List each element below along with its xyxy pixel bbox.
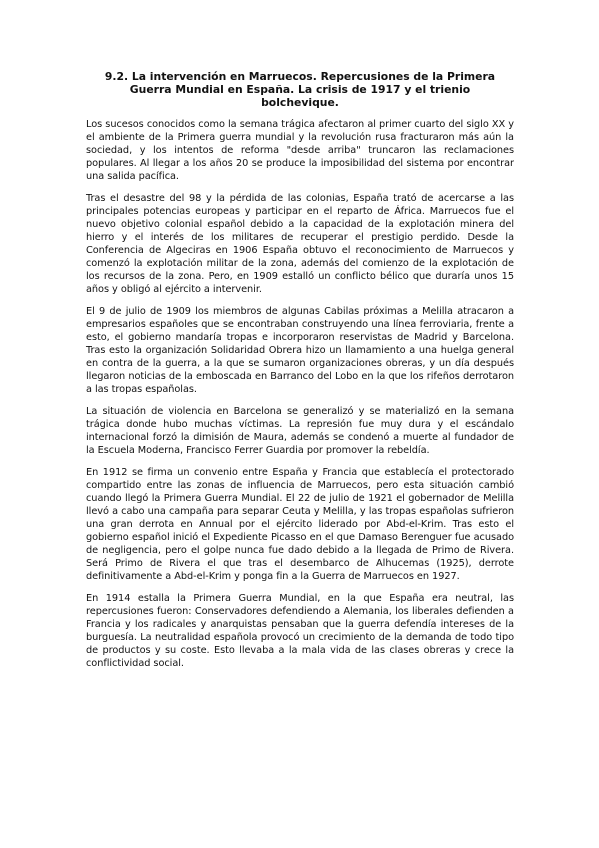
paragraph-intro: Los sucesos conocidos como la semana trágica afectaron al primer cuarto del siglo XX y el ambiente de la Primera guerra mundial y la revolución rusa fracturaron más aún la sociedad, y los intentos de reforma "desde arriba" truncaron las reclamaciones populares. Al llegar a los años 20 se produce la imposibilidad del sistema por encontrar una salida pacífica. bbox=[86, 118, 514, 182]
document-page bbox=[86, 70, 514, 679]
document-title: 9.2. La intervención en Marruecos. Repercusiones de la Primera Guerra Mundial en España. La crisis de 1917 y el trienio bolchevique. bbox=[104, 70, 496, 110]
paragraph-colonial-context: Tras el desastre del 98 y la pérdida de las colonias, España trató de acercarse a las principales potencias europeas y participar en el reparto de África. Marruecos fue el nuevo objetivo colonial español debido a la capacidad de la explotación minera del hierro y el interés de los militares de recuperar el prestigio perdido. Desde la Conferencia de Algeciras en 1906 España obtuvo el reconocimiento de Marruecos y comenzó la explotación militar de la zona, además del comienzo de la explotación de los recursos de la zona. Pero, en 1909 estalló un conflicto bélico que duraría unos 15 años y obligó al ejército a intervenir. bbox=[86, 192, 514, 295]
paragraph-1909-events: El 9 de julio de 1909 los miembros de algunas Cabilas próximas a Melilla atracaron a empresarios españoles que se encontraban construyendo una línea ferroviaria, frente a esto, el gobierno mandaría tropas e incorporaron reservistas de Madrid y Barcelona. Tras esto la organización Solidaridad Obrera hizo un llamamiento a una huelga general en contra de la guerra, a la que se sumaron organizaciones obreras, y un día después llegaron noticias de la emboscada en Barranco del Lobo en la que los rifeños derrotaron a las tropas españolas. bbox=[86, 305, 514, 395]
paragraph-protectorado: En 1912 se firma un convenio entre España y Francia que establecía el protectorado compartido entre las zonas de influencia de Marruecos, pero esta situación cambió cuando llegó la Primera Guerra Mundial. El 22 de julio de 1921 el gobernador de Melilla llevó a cabo una campaña para separar Ceuta y Melilla, y las tropas españolas sufrieron una gran derrota en Annual por el ejército liderado por Abd-el-Krim. Tras esto el gobierno español inició el Expediente Picasso en el que Damaso Berenguer fue acusado de negligencia, pero el golpe nunca fue dado debido a la llegada de Primo de Rivera. Será Primo de Rivera el que tras el desembarco de Alhucemas (1925), derrote definitivamente a Abd-el-Krim y ponga fin a la Guerra de Marruecos en 1927. bbox=[86, 466, 514, 582]
paragraph-primera-guerra-mundial: En 1914 estalla la Primera Guerra Mundial, en la que España era neutral, las repercusiones fueron: Conservadores defendiendo a Alemania, los liberales defienden a Francia y los radicales y anarquistas pensaban que la guerra defendía intereses de la burguesía. La neutralidad española provocó un crecimiento de la demanda de todo tipo de productos y su coste. Esto llevaba a la mala vida de las clases obreras y crece la conflictividad social. bbox=[86, 592, 514, 669]
paragraph-semana-tragica: La situación de violencia en Barcelona se generalizó y se materializó en la semana trágica donde hubo muchas víctimas. La represión fue muy dura y el escándalo internacional forzó la dimisión de Maura, además se condenó a muerte al fundador de la Escuela Moderna, Francisco Ferrer Guardia por promover la rebeldía. bbox=[86, 405, 514, 456]
